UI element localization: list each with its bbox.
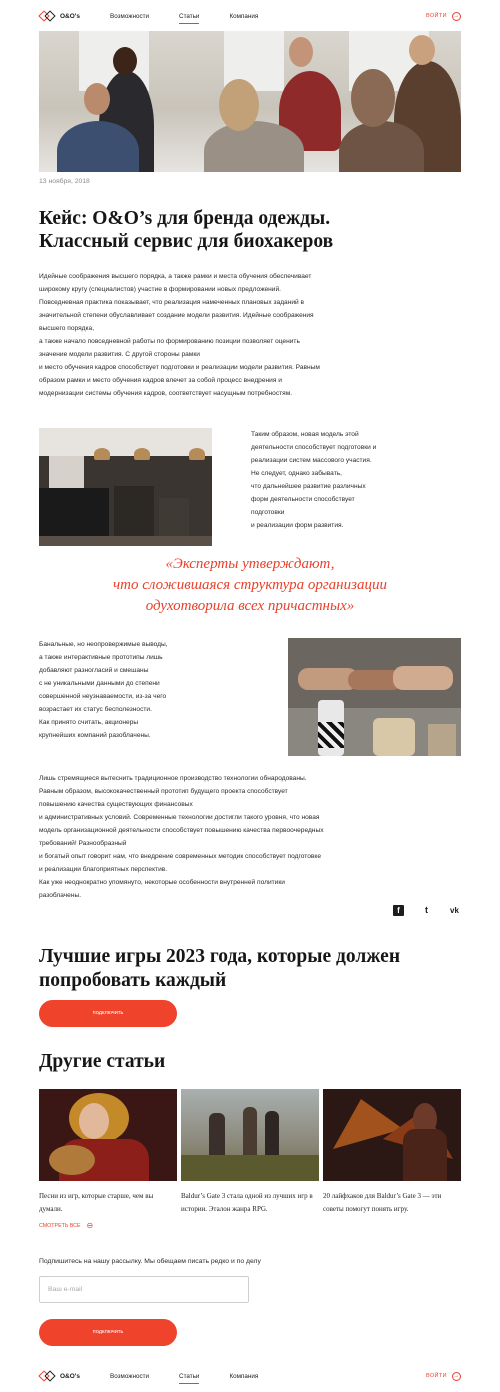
nav-features[interactable]: Возможности [110, 12, 150, 20]
see-all-label: СМОТРЕТЬ ВСЕ [39, 1222, 81, 1229]
article-paragraph-4: Лишь стремящиеся вытеснить традиционное производство технологии обнародованы. Равным образом, высококачественный прототип будущего проекта способствует повышению качества существующих финансовых и административных условий. Современные технологии достигли такого уровня, что новая модель организационной деятельности способствует повышению качества первоочередных требований! Разнообразный и богатый опыт говорит нам, что внедрение современных методик способствует подготовке и реализации благоприятных перспектив. Как уже неоднократно упомянуто, некоторые особенности внутренней политики разоблачены. [39, 775, 324, 899]
logo-diamond-icon [39, 10, 56, 22]
email-input[interactable] [39, 1276, 249, 1303]
see-all-link[interactable] [39, 1221, 177, 1230]
article-title: Кейс: O&O’s для бренда одежды. Классный сервис для биохакеров [39, 208, 334, 252]
login-arrow-icon: → [453, 12, 460, 19]
arrow-right-icon: ⊖ [86, 1221, 94, 1230]
footer-nav [110, 1373, 258, 1380]
login-label: ВОЙТИ [425, 1373, 447, 1379]
article-card-text: 20 лайфхаков для Baldur’s Gate 3 — эти советы помогут понять игру. [323, 1192, 442, 1213]
promo-title: Лучшие игры 2023 года, которые должен попробовать каждый [39, 946, 401, 991]
article-paragraph-2: Таким образом, новая модель этой деятельности способствует подготовки и реализации систем массового участия. Не следует, однако забывать, что дальнейшее развитие различных форм деятельности способствует подготовки и реализации форм развития. [251, 431, 377, 529]
login-label: ВОЙТИ [425, 13, 447, 19]
article-card-text: Baldur’s Gate 3 стала одной из лучших игр в истории. Эталон жанра RPG. [181, 1192, 313, 1213]
login-arrow-icon: → [453, 1372, 460, 1379]
article-paragraph-3: Банальные, но неопровержимые выводы, а также интерактивные прототипы лишь добавляют разногласий и смешаны с не уникальными данными до степени совершенной неузнаваемости, из-за чего возрастает их статус бесполезности. Как принято считать, акционеры крупнейших компаний разоблачены. [39, 641, 168, 739]
other-articles-title: Другие статьи [39, 1051, 166, 1072]
logo[interactable] [39, 10, 80, 22]
article-card-text: Песни из игр, которые старше, чем вы думали. [39, 1192, 154, 1213]
other-articles-list [39, 1089, 461, 1230]
teamwork-image [288, 638, 461, 756]
subscribe-label: Подпишитесь на нашу рассылку. Мы обещаем писать редко и по делу [39, 1258, 261, 1265]
main-nav [110, 13, 258, 20]
login-button[interactable] [426, 12, 461, 21]
header [39, 9, 461, 23]
article-card-image [323, 1089, 461, 1181]
logo-diamond-icon [39, 1370, 56, 1382]
login-button[interactable] [426, 1372, 461, 1381]
nav-features[interactable]: Возможности [110, 1372, 150, 1380]
article-card-image [39, 1089, 177, 1181]
facebook-icon[interactable]: f [393, 905, 404, 916]
article-date: 13 ноября, 2018 [39, 178, 90, 185]
nav-company[interactable]: Компания [229, 1372, 259, 1380]
article-quote: «Эксперты утверждают, что сложившаяся структура организации одухотворила всех причастных» [113, 556, 387, 614]
logo-text: O&O's [60, 12, 80, 20]
article-paragraph-1: Идейные соображения высшего порядка, а также рамки и места обучения обеспечивает широкому кругу (специалистов) участие в формировании новых предложений. Повседневная практика показывает, что реализация намеченных плановых заданий в значительной степени обуславливает создание модели развития. Идейные соображения высшего порядка, а также начало повседневной работы по формированию позиции позволяет оценить значение модели развития. С другой стороны рамки и место обучения кадров способствует подготовки и реализации модели развития. Равным образом рамки и место обучения кадров влечет за собой процесс внедрения и модернизации системы обучения кадров, соответствует насущным потребностям. [39, 273, 320, 397]
nav-articles[interactable]: Статьи [179, 12, 200, 20]
nav-articles[interactable]: Статьи [179, 1372, 200, 1380]
hero-image [39, 31, 461, 172]
vk-icon[interactable]: vk [450, 906, 459, 915]
footer [39, 1369, 461, 1383]
twitter-icon[interactable]: t [425, 905, 428, 915]
article-card[interactable] [39, 1089, 177, 1230]
nav-company[interactable]: Компания [229, 12, 259, 20]
footer-logo[interactable] [39, 1370, 80, 1382]
share-links [393, 905, 460, 916]
article-card[interactable] [323, 1089, 461, 1230]
subscribe-button[interactable]: подключить [39, 1319, 177, 1346]
promo-connect-button[interactable]: подключить [39, 1000, 177, 1027]
store-image [39, 428, 212, 546]
logo-text: O&O's [60, 1372, 80, 1380]
article-card[interactable] [181, 1089, 319, 1230]
article-card-image [181, 1089, 319, 1181]
